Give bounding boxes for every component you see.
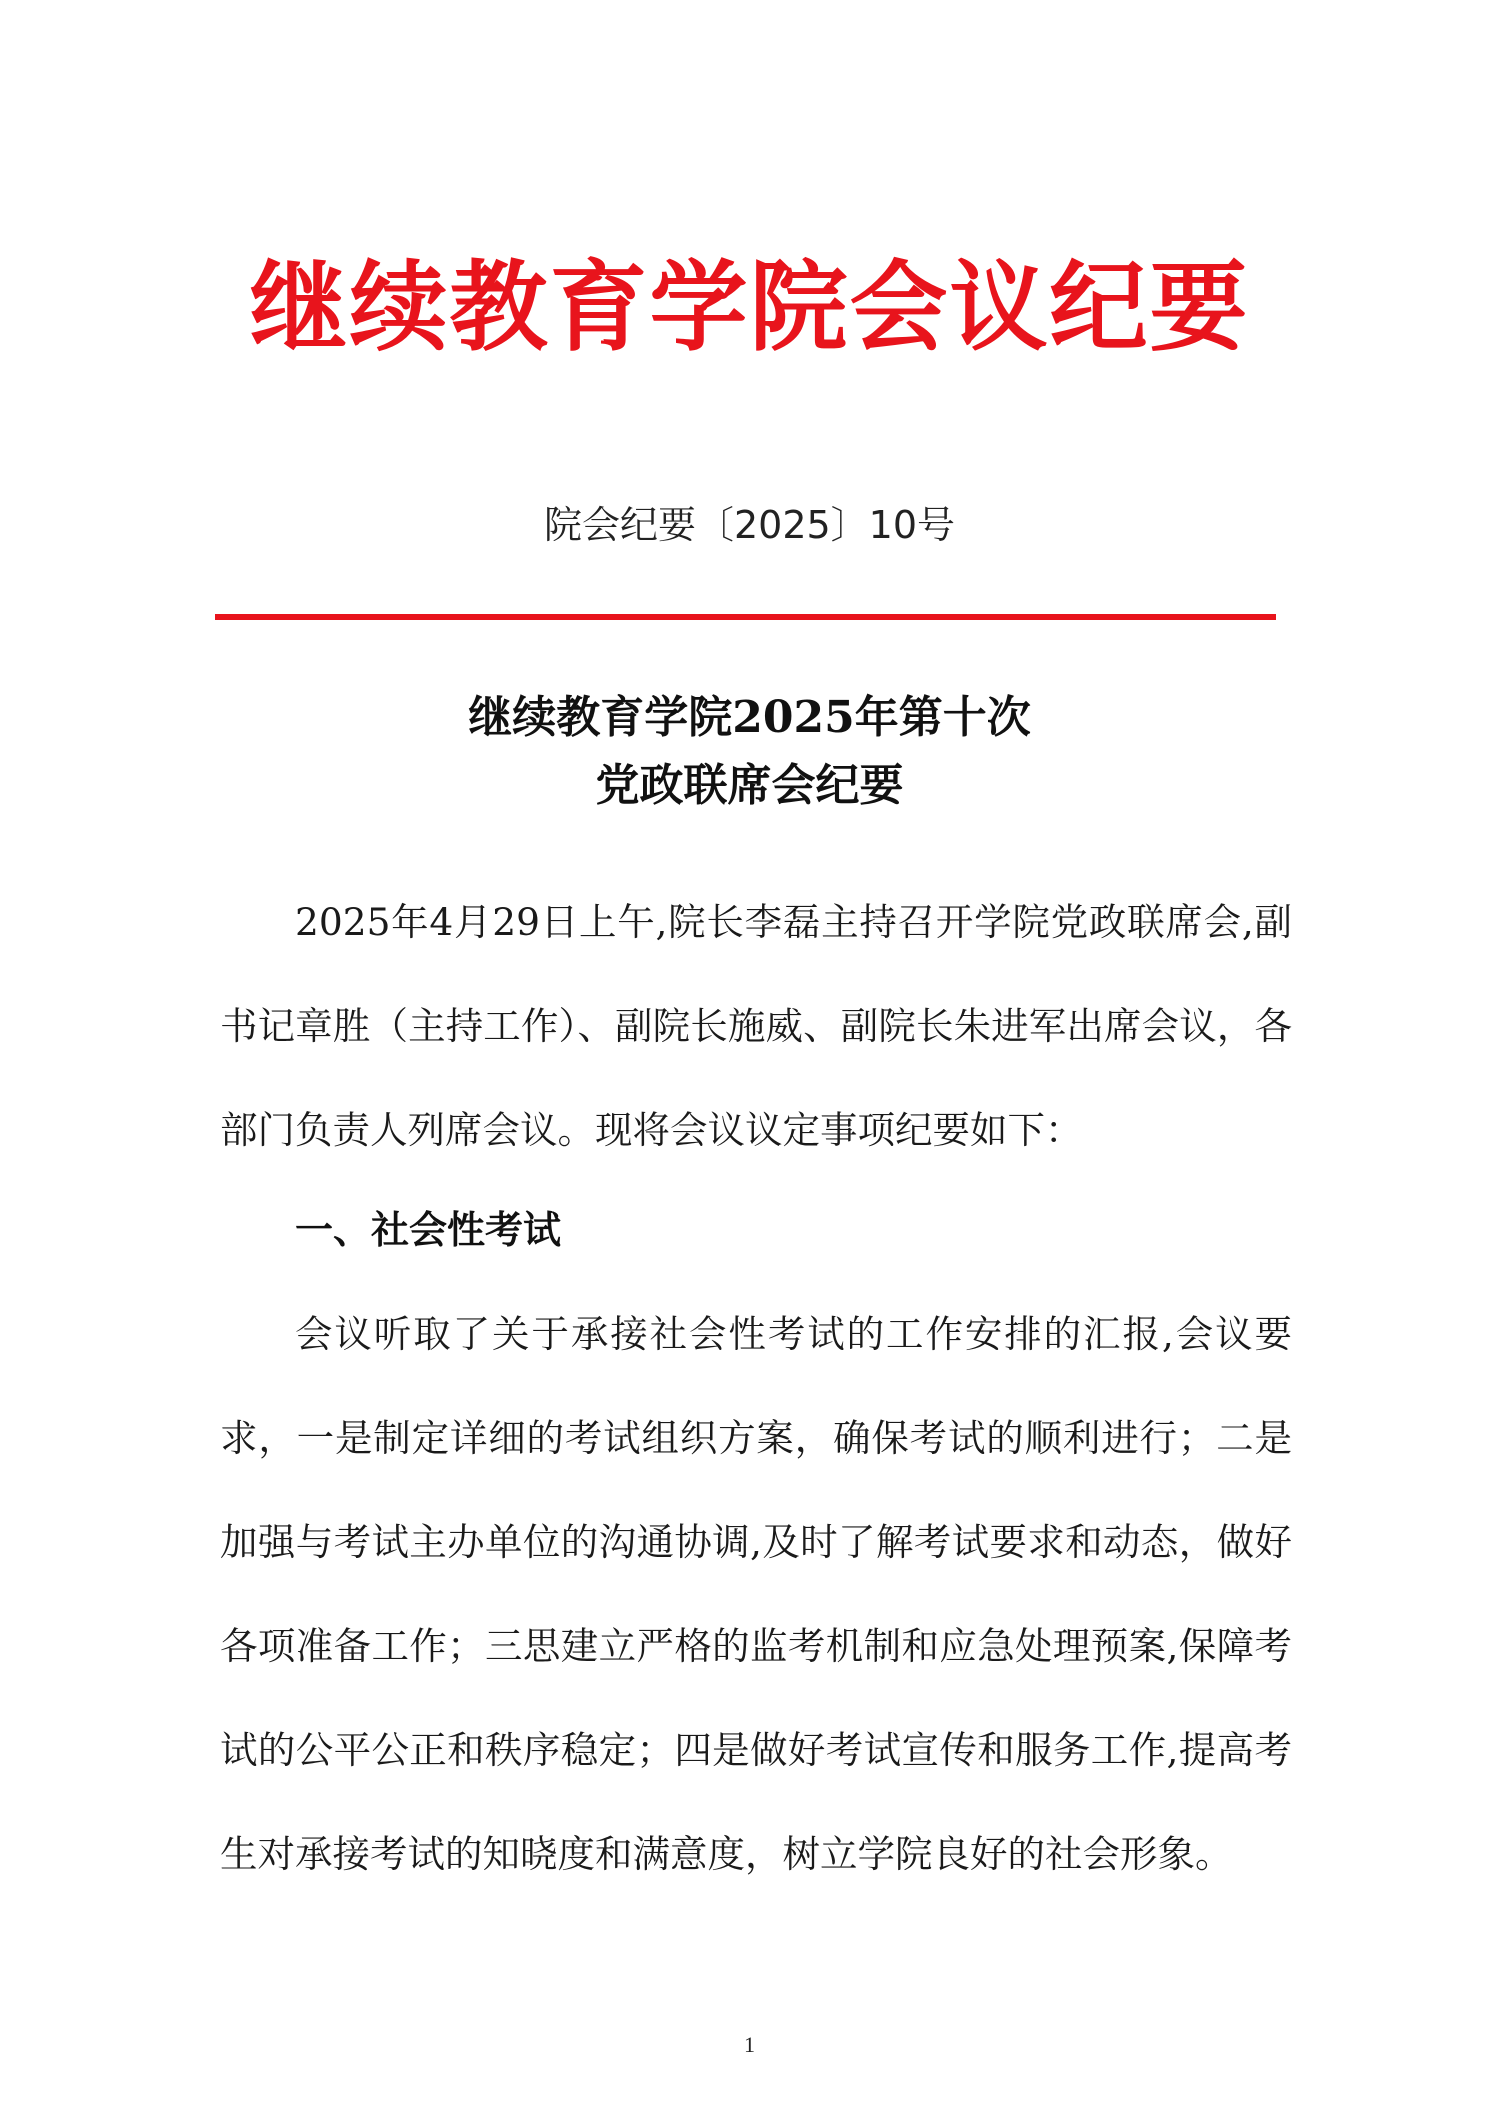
section-body-exams: 会议听取了关于承接社会性考试的工作安排的汇报,会议要求，一是制定详细的考试组织方案，确保考试的顺利进行；二是加强与考试主办单位的沟通协调,及时了解考试要求和动态，做好各项准备工作；三思建立严格的监考机制和应急处理预案,保障考试的公平公正和秩序稳定；四是做好考试宣传和服务工作,提高考生对承接考试的知晓度和满意度，树立学院良好的社会形象。 — [220, 1312, 1292, 1876]
document-number: 院会纪要〔2025〕10号 — [543, 503, 956, 547]
section-heading-exams: 一、社会性考试 — [295, 1208, 562, 1252]
document-title-line2: 党政联席会纪要 — [595, 760, 904, 811]
document-title-line1: 继续教育学院2025年第十次 — [468, 692, 1031, 743]
document-title — [0, 684, 1499, 820]
page-number: 1 — [744, 2032, 755, 2057]
intro-paragraph: 2025年4月29日上午,院长李磊主持召开学院党政联席会,副书记章胜（主持工作）、副院长施威、副院长朱进军出席会议，各部门负责人列席会议。现将会议议定事项纪要如下： — [220, 900, 1292, 1152]
document-masthead: 继续教育学院会议纪要 — [249, 251, 1250, 365]
red-divider-line — [215, 614, 1276, 620]
